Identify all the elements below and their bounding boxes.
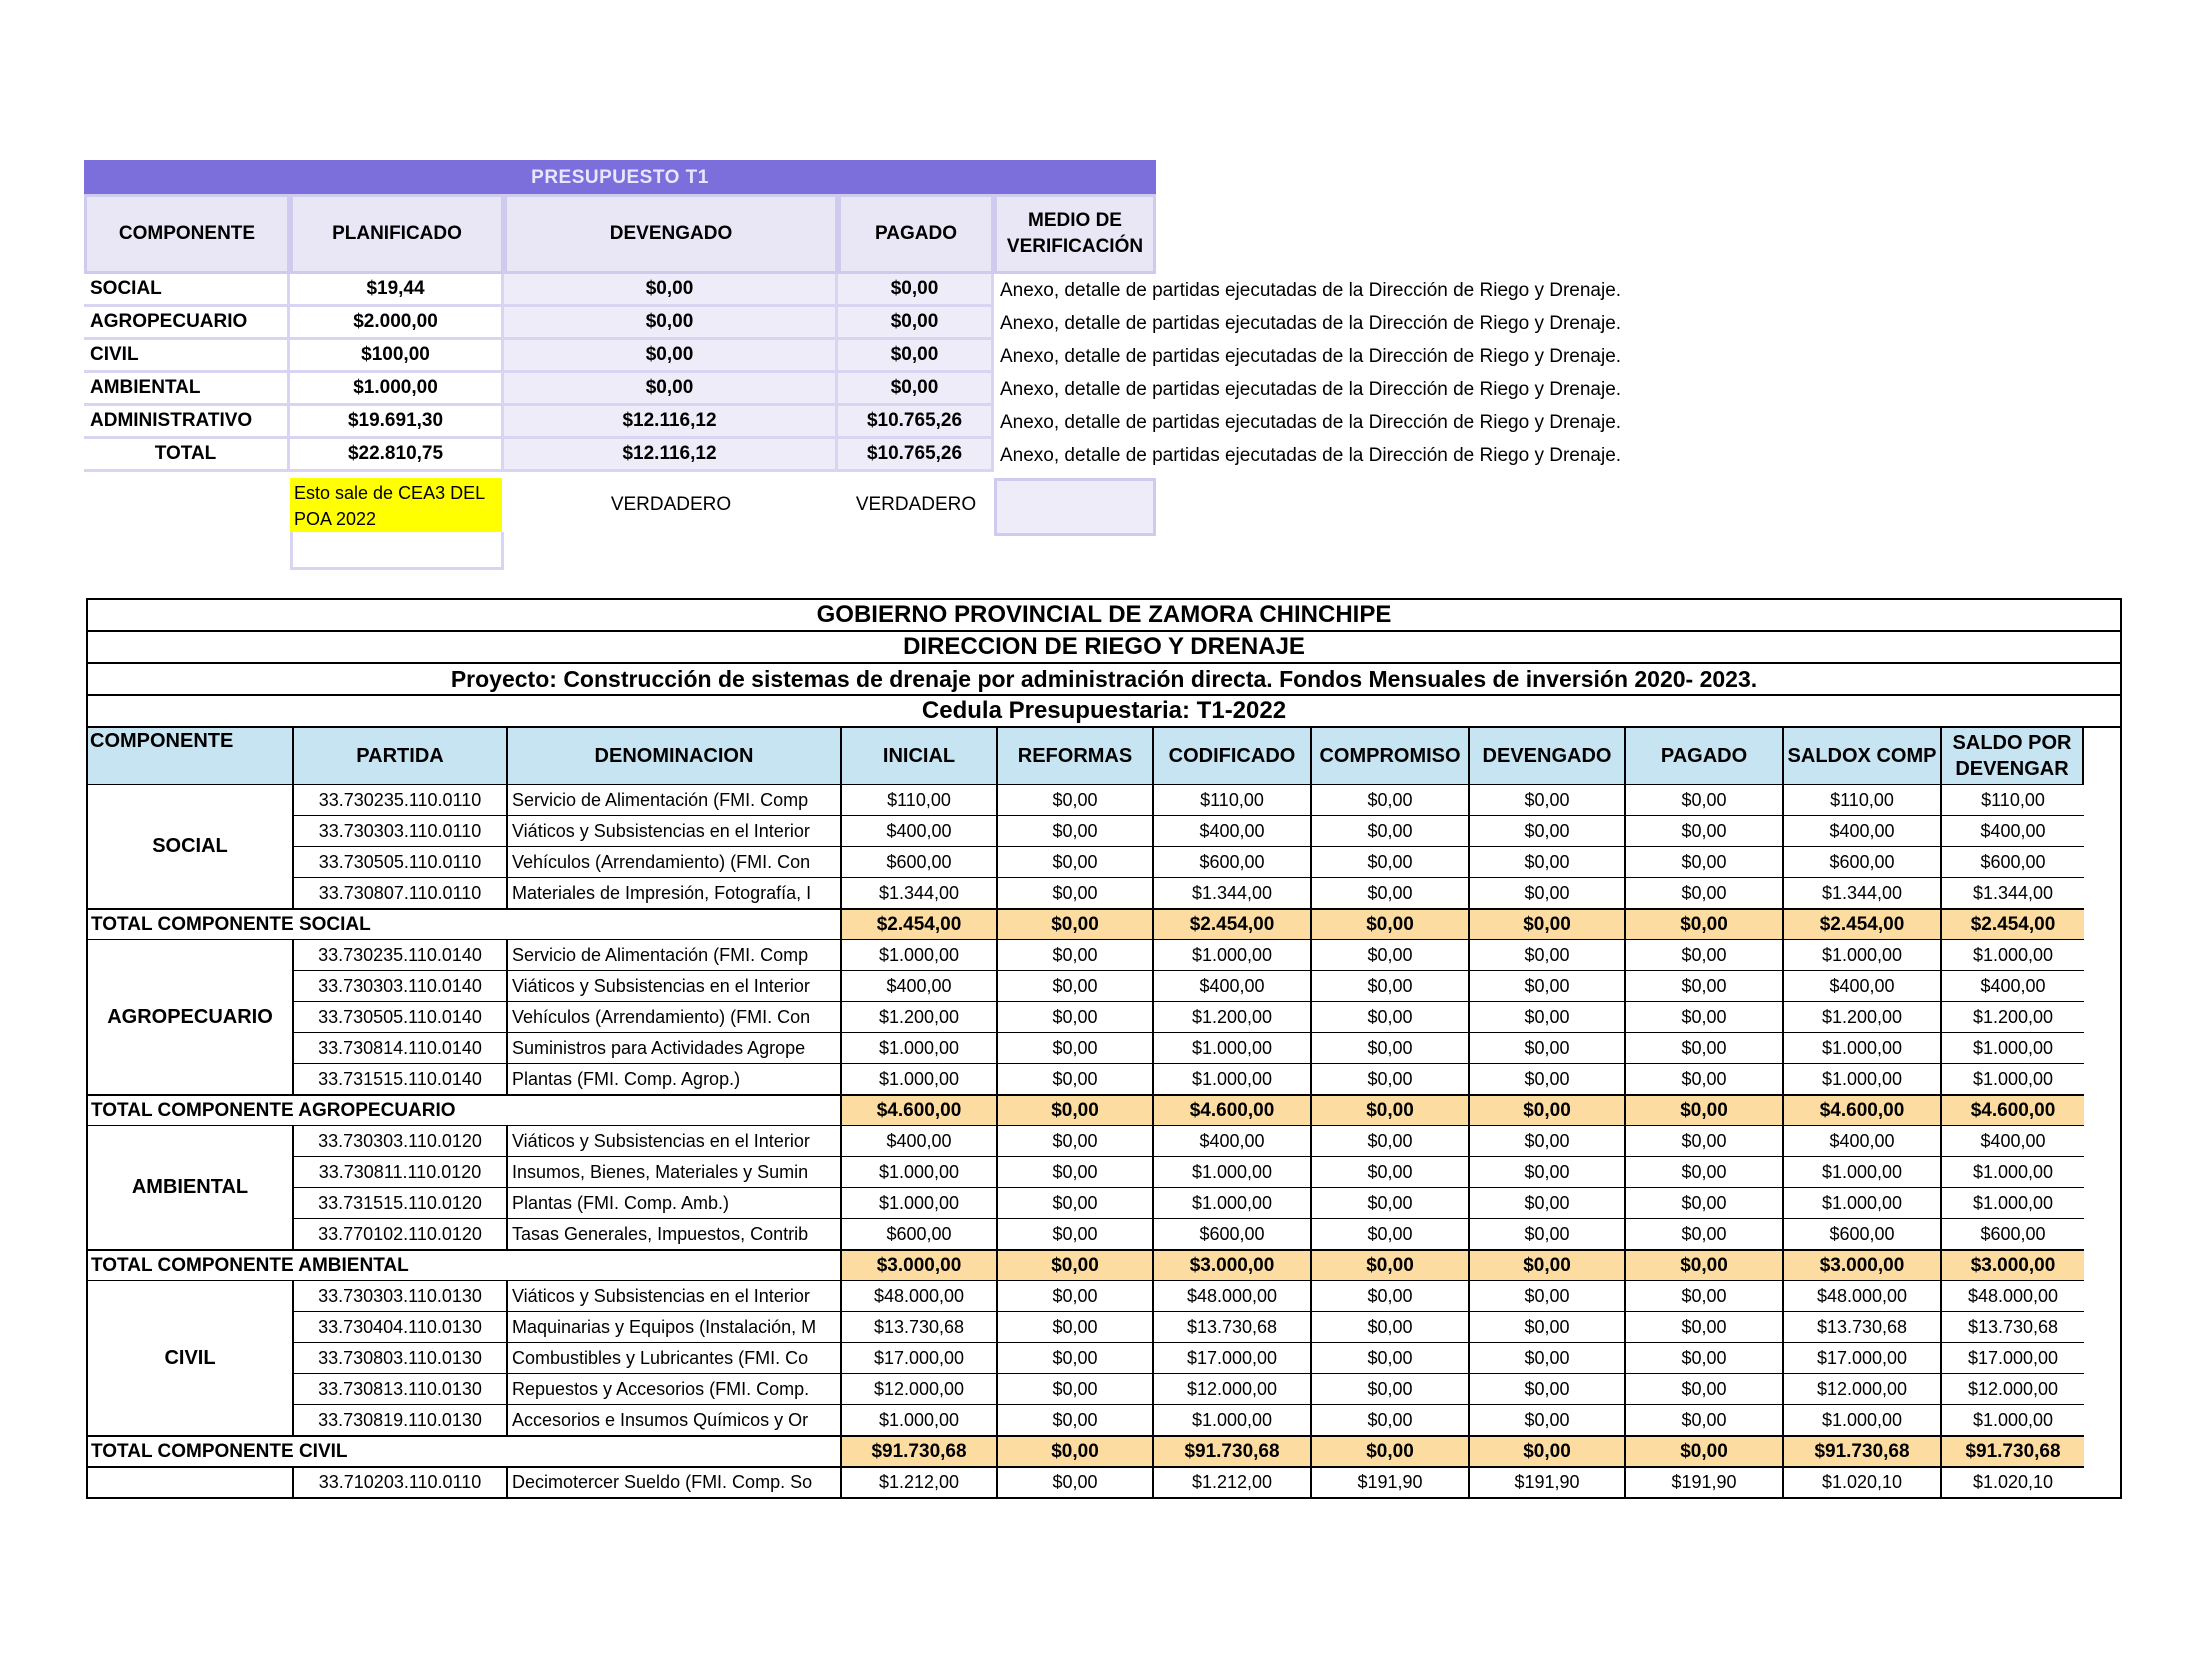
summary-cell-pagado: $0,00	[838, 307, 994, 340]
amount-cell: $0,00	[1470, 1280, 1626, 1311]
denominacion-cell: Viáticos y Subsistencias en el Interior	[508, 970, 842, 1001]
amount-cell: $0,00	[1626, 1156, 1784, 1187]
summary-cell-medio: Anexo, detalle de partidas ejecutadas de la Dirección de Riego y Drenaje.	[1000, 444, 1622, 466]
amount-cell: $1.020,10	[1784, 1466, 1942, 1497]
summary-cell-devengado: $12.116,12	[504, 439, 838, 472]
cedula-header-devengado: DEVENGADO	[1470, 728, 1626, 784]
cedula-title-direccion: DIRECCION DE RIEGO Y DRENAJE	[86, 630, 2122, 662]
cedula-header-denominacion: DENOMINACION	[508, 728, 842, 784]
cedula-grid	[86, 726, 2122, 1499]
denominacion-cell: Plantas (FMI. Comp. Amb.)	[508, 1187, 842, 1218]
partida-cell: 33.730505.110.0140	[294, 1001, 508, 1032]
amount-cell: $0,00	[1470, 1187, 1626, 1218]
summary-cell-pagado: $0,00	[838, 373, 994, 406]
yellow-note: Esto sale de CEA3 DEL POA 2022	[290, 478, 502, 532]
amount-cell: $0,00	[998, 815, 1154, 846]
cedula-header-reformas: REFORMAS	[998, 728, 1154, 784]
summary-cell-pagado: $0,00	[838, 274, 994, 307]
summary-cell-medio: Anexo, detalle de partidas ejecutadas de la Dirección de Riego y Drenaje.	[1000, 312, 1622, 334]
amount-cell: $0,00	[1312, 877, 1470, 908]
amount-cell: $1.000,00	[1942, 1156, 2084, 1187]
summary-cell-componente: SOCIAL	[84, 274, 290, 307]
amount-cell: $400,00	[1784, 815, 1942, 846]
partida-cell: 33.730404.110.0130	[294, 1311, 508, 1342]
total-amount-cell: $0,00	[1470, 1249, 1626, 1280]
denominacion-cell: Repuestos y Accesorios (FMI. Comp.	[508, 1373, 842, 1404]
cedula-title-proyecto: Proyecto: Construcción de sistemas de drenaje por administración directa. Fondos Mensuales de inversión 2020- 2023.	[86, 662, 2122, 694]
partida-cell: 33.730303.110.0130	[294, 1280, 508, 1311]
total-amount-cell: $0,00	[1626, 1435, 1784, 1466]
amount-cell: $1.000,00	[842, 939, 998, 970]
total-component-label: TOTAL COMPONENTE SOCIAL	[88, 908, 842, 939]
amount-cell: $1.000,00	[1154, 1404, 1312, 1435]
amount-cell: $0,00	[998, 1125, 1154, 1156]
amount-cell: $0,00	[1470, 1032, 1626, 1063]
amount-cell: $400,00	[1154, 970, 1312, 1001]
summary-cell-planificado: $19,44	[290, 274, 504, 307]
total-amount-cell: $0,00	[998, 1249, 1154, 1280]
amount-cell: $1.000,00	[1154, 939, 1312, 970]
cedula-header-inicial: INICIAL	[842, 728, 998, 784]
amount-cell: $0,00	[1626, 815, 1784, 846]
cedula-header-pagado: PAGADO	[1626, 728, 1784, 784]
summary-row	[84, 406, 1621, 439]
amount-cell: $17.000,00	[1154, 1342, 1312, 1373]
amount-cell: $1.000,00	[842, 1187, 998, 1218]
partida-cell: 33.730811.110.0120	[294, 1156, 508, 1187]
summary-cell-componente: ADMINISTRATIVO	[84, 406, 290, 439]
amount-cell: $0,00	[1470, 1342, 1626, 1373]
denominacion-cell: Combustibles y Lubricantes (FMI. Co	[508, 1342, 842, 1373]
amount-cell: $1.000,00	[842, 1404, 998, 1435]
amount-cell: $1.344,00	[1784, 877, 1942, 908]
partida-cell: 33.730235.110.0140	[294, 939, 508, 970]
amount-cell: $0,00	[998, 1218, 1154, 1249]
amount-cell: $600,00	[1154, 846, 1312, 877]
amount-cell: $1.000,00	[1154, 1032, 1312, 1063]
amount-cell: $600,00	[1784, 846, 1942, 877]
amount-cell: $0,00	[998, 1156, 1154, 1187]
header-pagado: PAGADO	[838, 194, 994, 274]
amount-cell: $0,00	[998, 1404, 1154, 1435]
partida-cell: 33.730303.110.0120	[294, 1125, 508, 1156]
amount-cell: $0,00	[1470, 846, 1626, 877]
total-amount-cell: $0,00	[1470, 908, 1626, 939]
partida-cell: 33.730814.110.0140	[294, 1032, 508, 1063]
amount-cell: $1.000,00	[1154, 1156, 1312, 1187]
header-componente: COMPONENTE	[84, 194, 290, 274]
amount-cell: $0,00	[1312, 815, 1470, 846]
partida-cell: 33.730807.110.0110	[294, 877, 508, 908]
amount-cell: $0,00	[998, 1063, 1154, 1094]
amount-cell: $1.000,00	[1784, 939, 1942, 970]
partida-cell: 33.730505.110.0110	[294, 846, 508, 877]
amount-cell: $0,00	[1312, 1280, 1470, 1311]
amount-cell: $0,00	[1626, 1187, 1784, 1218]
amount-cell: $110,00	[842, 784, 998, 815]
amount-cell: $1.200,00	[1784, 1001, 1942, 1032]
total-amount-cell: $4.600,00	[1942, 1094, 2084, 1125]
summary-row	[84, 373, 1621, 406]
denominacion-cell: Servicio de Alimentación (FMI. Comp	[508, 784, 842, 815]
amount-cell: $0,00	[1312, 1187, 1470, 1218]
summary-cell-medio: Anexo, detalle de partidas ejecutadas de la Dirección de Riego y Drenaje.	[1000, 345, 1622, 367]
denominacion-cell: Tasas Generales, Impuestos, Contrib	[508, 1218, 842, 1249]
amount-cell: $0,00	[1626, 1342, 1784, 1373]
amount-cell: $1.000,00	[1942, 1032, 2084, 1063]
presupuesto-title: PRESUPUESTO T1	[84, 160, 1156, 194]
amount-cell: $0,00	[1312, 1125, 1470, 1156]
summary-cell-planificado: $19.691,30	[290, 406, 504, 439]
amount-cell: $0,00	[1626, 1280, 1784, 1311]
amount-cell: $1.200,00	[842, 1001, 998, 1032]
summary-cell-planificado: $22.810,75	[290, 439, 504, 472]
amount-cell: $17.000,00	[1942, 1342, 2084, 1373]
amount-cell: $0,00	[1626, 846, 1784, 877]
amount-cell: $0,00	[1626, 939, 1784, 970]
total-amount-cell: $91.730,68	[1784, 1435, 1942, 1466]
amount-cell: $0,00	[1470, 784, 1626, 815]
denominacion-cell: Vehículos (Arrendamiento) (FMI. Con	[508, 846, 842, 877]
amount-cell: $0,00	[1312, 1373, 1470, 1404]
amount-cell: $0,00	[998, 877, 1154, 908]
amount-cell: $191,90	[1470, 1466, 1626, 1497]
cedula-header-saldo-por-devengar: SALDO POR DEVENGAR	[1942, 728, 2084, 784]
amount-cell: $0,00	[998, 939, 1154, 970]
component-label-administrativo	[88, 1466, 294, 1497]
component-label-social: SOCIAL	[88, 784, 294, 908]
amount-cell: $1.000,00	[842, 1063, 998, 1094]
amount-cell: $0,00	[998, 1187, 1154, 1218]
amount-cell: $1.212,00	[842, 1466, 998, 1497]
amount-cell: $0,00	[1626, 1063, 1784, 1094]
amount-cell: $0,00	[1312, 784, 1470, 815]
amount-cell: $0,00	[998, 1032, 1154, 1063]
amount-cell: $400,00	[1784, 1125, 1942, 1156]
amount-cell: $0,00	[1312, 1032, 1470, 1063]
cedula-header-partida: PARTIDA	[294, 728, 508, 784]
amount-cell: $400,00	[842, 1125, 998, 1156]
header-medio-verificacion: MEDIO DE VERIFICACIÓN	[994, 194, 1156, 274]
amount-cell: $400,00	[1942, 815, 2084, 846]
partida-cell: 33.770102.110.0120	[294, 1218, 508, 1249]
component-label-ambiental: AMBIENTAL	[88, 1125, 294, 1249]
amount-cell: $13.730,68	[1154, 1311, 1312, 1342]
amount-cell: $0,00	[1626, 1032, 1784, 1063]
cedula-header-codificado: CODIFICADO	[1154, 728, 1312, 784]
amount-cell: $0,00	[1626, 1001, 1784, 1032]
amount-cell: $0,00	[1470, 1156, 1626, 1187]
amount-cell: $0,00	[998, 1311, 1154, 1342]
amount-cell: $1.000,00	[1784, 1187, 1942, 1218]
amount-cell: $1.000,00	[1942, 1063, 2084, 1094]
denominacion-cell: Accesorios e Insumos Químicos y Or	[508, 1404, 842, 1435]
summary-cell-planificado: $1.000,00	[290, 373, 504, 406]
amount-cell: $1.000,00	[1942, 939, 2084, 970]
amount-cell: $0,00	[1626, 784, 1784, 815]
amount-cell: $0,00	[1626, 1373, 1784, 1404]
partida-cell: 33.730813.110.0130	[294, 1373, 508, 1404]
summary-cell-planificado: $100,00	[290, 340, 504, 373]
summary-header-row	[84, 194, 1156, 274]
amount-cell: $110,00	[1942, 784, 2084, 815]
amount-cell: $17.000,00	[842, 1342, 998, 1373]
cedula-presupuestaria-table	[86, 598, 2122, 1499]
partida-cell: 33.710203.110.0110	[294, 1466, 508, 1497]
summary-cell-componente: TOTAL	[84, 439, 290, 472]
amount-cell: $0,00	[1626, 1311, 1784, 1342]
amount-cell: $1.000,00	[1154, 1063, 1312, 1094]
total-amount-cell: $0,00	[1626, 1094, 1784, 1125]
amount-cell: $1.200,00	[1942, 1001, 2084, 1032]
amount-cell: $0,00	[1470, 1001, 1626, 1032]
total-amount-cell: $2.454,00	[842, 908, 998, 939]
summary-cell-medio: Anexo, detalle de partidas ejecutadas de la Dirección de Riego y Drenaje.	[1000, 411, 1622, 433]
summary-cell-componente: AGROPECUARIO	[84, 307, 290, 340]
partida-cell: 33.730303.110.0140	[294, 970, 508, 1001]
summary-cell-planificado: $2.000,00	[290, 307, 504, 340]
total-amount-cell: $0,00	[1312, 1249, 1470, 1280]
denominacion-cell: Decimotercer Sueldo (FMI. Comp. So	[508, 1466, 842, 1497]
amount-cell: $0,00	[1470, 970, 1626, 1001]
total-amount-cell: $0,00	[998, 1094, 1154, 1125]
amount-cell: $600,00	[842, 1218, 998, 1249]
total-amount-cell: $0,00	[1312, 908, 1470, 939]
partida-cell: 33.731515.110.0140	[294, 1063, 508, 1094]
amount-cell: $0,00	[998, 784, 1154, 815]
amount-cell: $48.000,00	[1784, 1280, 1942, 1311]
summary-cell-medio: Anexo, detalle de partidas ejecutadas de la Dirección de Riego y Drenaje.	[1000, 378, 1622, 400]
summary-row	[84, 340, 1621, 373]
denominacion-cell: Suministros para Actividades Agrope	[508, 1032, 842, 1063]
summary-row	[84, 274, 1621, 307]
total-amount-cell: $91.730,68	[1942, 1435, 2084, 1466]
amount-cell: $0,00	[1312, 1218, 1470, 1249]
total-amount-cell: $2.454,00	[1154, 908, 1312, 939]
amount-cell: $48.000,00	[842, 1280, 998, 1311]
amount-cell: $0,00	[1312, 939, 1470, 970]
summary-cell-medio: Anexo, detalle de partidas ejecutadas de la Dirección de Riego y Drenaje.	[1000, 279, 1622, 301]
total-amount-cell: $0,00	[1470, 1094, 1626, 1125]
amount-cell: $1.000,00	[1784, 1063, 1942, 1094]
amount-cell: $0,00	[1470, 939, 1626, 970]
check-pagado: VERDADERO	[855, 494, 977, 515]
amount-cell: $0,00	[998, 970, 1154, 1001]
denominacion-cell: Vehículos (Arrendamiento) (FMI. Con	[508, 1001, 842, 1032]
amount-cell: $0,00	[1312, 1404, 1470, 1435]
partida-cell: 33.730803.110.0130	[294, 1342, 508, 1373]
amount-cell: $0,00	[1312, 1156, 1470, 1187]
summary-cell-devengado: $0,00	[504, 373, 838, 406]
amount-cell: $1.020,10	[1942, 1466, 2084, 1497]
amount-cell: $600,00	[1784, 1218, 1942, 1249]
amount-cell: $400,00	[1154, 1125, 1312, 1156]
check-devengado: VERDADERO	[610, 494, 732, 515]
amount-cell: $12.000,00	[1784, 1373, 1942, 1404]
cedula-title-cedula: Cedula Presupuestaria: T1-2022	[86, 694, 2122, 726]
total-amount-cell: $3.000,00	[1942, 1249, 2084, 1280]
summary-row	[84, 307, 1621, 340]
amount-cell: $0,00	[1470, 1218, 1626, 1249]
amount-cell: $0,00	[1626, 877, 1784, 908]
total-amount-cell: $0,00	[998, 1435, 1154, 1466]
header-planificado: PLANIFICADO	[290, 194, 504, 274]
total-amount-cell: $4.600,00	[1154, 1094, 1312, 1125]
empty-verification-cell	[994, 478, 1156, 536]
amount-cell: $1.344,00	[1942, 877, 2084, 908]
summary-cell-devengado: $0,00	[504, 307, 838, 340]
amount-cell: $400,00	[1784, 970, 1942, 1001]
amount-cell: $0,00	[1312, 1001, 1470, 1032]
amount-cell: $0,00	[998, 1280, 1154, 1311]
amount-cell: $0,00	[1626, 1218, 1784, 1249]
amount-cell: $600,00	[1942, 1218, 2084, 1249]
summary-cell-pagado: $0,00	[838, 340, 994, 373]
amount-cell: $0,00	[1312, 846, 1470, 877]
summary-cell-devengado: $0,00	[504, 274, 838, 307]
amount-cell: $0,00	[1470, 1311, 1626, 1342]
amount-cell: $0,00	[1470, 1404, 1626, 1435]
partida-cell: 33.730819.110.0130	[294, 1404, 508, 1435]
amount-cell: $12.000,00	[842, 1373, 998, 1404]
amount-cell: $400,00	[842, 970, 998, 1001]
cedula-header-saldox-comp: SALDOX COMP	[1784, 728, 1942, 784]
amount-cell: $110,00	[1784, 784, 1942, 815]
amount-cell: $13.730,68	[1942, 1311, 2084, 1342]
amount-cell: $1.344,00	[1154, 877, 1312, 908]
amount-cell: $0,00	[1470, 1063, 1626, 1094]
amount-cell: $0,00	[1312, 1311, 1470, 1342]
summary-cell-componente: CIVIL	[84, 340, 290, 373]
amount-cell: $600,00	[1942, 846, 2084, 877]
summary-cell-pagado: $10.765,26	[838, 439, 994, 472]
total-amount-cell: $91.730,68	[842, 1435, 998, 1466]
amount-cell: $110,00	[1154, 784, 1312, 815]
amount-cell: $0,00	[1626, 970, 1784, 1001]
amount-cell: $1.000,00	[842, 1032, 998, 1063]
partida-cell: 33.730303.110.0110	[294, 815, 508, 846]
amount-cell: $1.000,00	[1942, 1187, 2084, 1218]
total-amount-cell: $0,00	[1312, 1435, 1470, 1466]
denominacion-cell: Viáticos y Subsistencias en el Interior	[508, 1125, 842, 1156]
amount-cell: $12.000,00	[1154, 1373, 1312, 1404]
denominacion-cell: Materiales de Impresión, Fotografía, I	[508, 877, 842, 908]
component-label-agropecuario: AGROPECUARIO	[88, 939, 294, 1094]
amount-cell: $600,00	[1154, 1218, 1312, 1249]
denominacion-cell: Maquinarias y Equipos (Instalación, M	[508, 1311, 842, 1342]
amount-cell: $191,90	[1626, 1466, 1784, 1497]
total-amount-cell: $3.000,00	[1154, 1249, 1312, 1280]
partida-cell: 33.731515.110.0120	[294, 1187, 508, 1218]
amount-cell: $0,00	[1312, 970, 1470, 1001]
total-amount-cell: $0,00	[1312, 1094, 1470, 1125]
amount-cell: $0,00	[1312, 1342, 1470, 1373]
amount-cell: $0,00	[1470, 1125, 1626, 1156]
total-amount-cell: $2.454,00	[1784, 908, 1942, 939]
amount-cell: $12.000,00	[1942, 1373, 2084, 1404]
header-devengado: DEVENGADO	[504, 194, 838, 274]
amount-cell: $1.000,00	[1784, 1032, 1942, 1063]
summary-cell-devengado: $12.116,12	[504, 406, 838, 439]
amount-cell: $400,00	[842, 815, 998, 846]
amount-cell: $1.212,00	[1154, 1466, 1312, 1497]
total-amount-cell: $3.000,00	[1784, 1249, 1942, 1280]
total-amount-cell: $3.000,00	[842, 1249, 998, 1280]
amount-cell: $13.730,68	[842, 1311, 998, 1342]
denominacion-cell: Plantas (FMI. Comp. Agrop.)	[508, 1063, 842, 1094]
amount-cell: $400,00	[1942, 1125, 2084, 1156]
note-cell-below	[290, 532, 504, 570]
total-amount-cell: $91.730,68	[1154, 1435, 1312, 1466]
amount-cell: $0,00	[1626, 1404, 1784, 1435]
amount-cell: $191,90	[1312, 1466, 1470, 1497]
amount-cell: $17.000,00	[1784, 1342, 1942, 1373]
amount-cell: $0,00	[1626, 1125, 1784, 1156]
amount-cell: $0,00	[1470, 1373, 1626, 1404]
cedula-header-compromiso: COMPROMISO	[1312, 728, 1470, 784]
cedula-title-gobierno: GOBIERNO PROVINCIAL DE ZAMORA CHINCHIPE	[86, 598, 2122, 630]
total-component-label: TOTAL COMPONENTE AGROPECUARIO	[88, 1094, 842, 1125]
amount-cell: $400,00	[1942, 970, 2084, 1001]
amount-cell: $0,00	[998, 1466, 1154, 1497]
amount-cell: $1.000,00	[1784, 1156, 1942, 1187]
amount-cell: $600,00	[842, 846, 998, 877]
total-amount-cell: $0,00	[1626, 1249, 1784, 1280]
total-amount-cell: $4.600,00	[842, 1094, 998, 1125]
amount-cell: $1.000,00	[1942, 1404, 2084, 1435]
total-amount-cell: $0,00	[1626, 908, 1784, 939]
amount-cell: $0,00	[998, 846, 1154, 877]
amount-cell: $0,00	[1470, 877, 1626, 908]
denominacion-cell: Insumos, Bienes, Materiales y Sumin	[508, 1156, 842, 1187]
amount-cell: $1.000,00	[1154, 1187, 1312, 1218]
denominacion-cell: Viáticos y Subsistencias en el Interior	[508, 815, 842, 846]
component-label-civil: CIVIL	[88, 1280, 294, 1435]
cedula-header-componente: COMPONENTE	[88, 728, 294, 784]
total-amount-cell: $2.454,00	[1942, 908, 2084, 939]
amount-cell: $1.000,00	[842, 1156, 998, 1187]
amount-cell: $1.000,00	[1784, 1404, 1942, 1435]
total-component-label: TOTAL COMPONENTE AMBIENTAL	[88, 1249, 842, 1280]
amount-cell: $1.344,00	[842, 877, 998, 908]
amount-cell: $0,00	[998, 1001, 1154, 1032]
amount-cell: $0,00	[1470, 815, 1626, 846]
amount-cell: $48.000,00	[1154, 1280, 1312, 1311]
amount-cell: $0,00	[1312, 1063, 1470, 1094]
amount-cell: $13.730,68	[1784, 1311, 1942, 1342]
total-amount-cell: $0,00	[998, 908, 1154, 939]
total-amount-cell: $4.600,00	[1784, 1094, 1942, 1125]
amount-cell: $1.200,00	[1154, 1001, 1312, 1032]
denominacion-cell: Servicio de Alimentación (FMI. Comp	[508, 939, 842, 970]
total-component-label: TOTAL COMPONENTE CIVIL	[88, 1435, 842, 1466]
summary-row	[84, 439, 1621, 472]
summary-cell-devengado: $0,00	[504, 340, 838, 373]
partida-cell: 33.730235.110.0110	[294, 784, 508, 815]
denominacion-cell: Viáticos y Subsistencias en el Interior	[508, 1280, 842, 1311]
amount-cell: $0,00	[998, 1373, 1154, 1404]
amount-cell: $0,00	[998, 1342, 1154, 1373]
total-amount-cell: $0,00	[1470, 1435, 1626, 1466]
amount-cell: $400,00	[1154, 815, 1312, 846]
summary-cell-pagado: $10.765,26	[838, 406, 994, 439]
amount-cell: $48.000,00	[1942, 1280, 2084, 1311]
summary-cell-componente: AMBIENTAL	[84, 373, 290, 406]
